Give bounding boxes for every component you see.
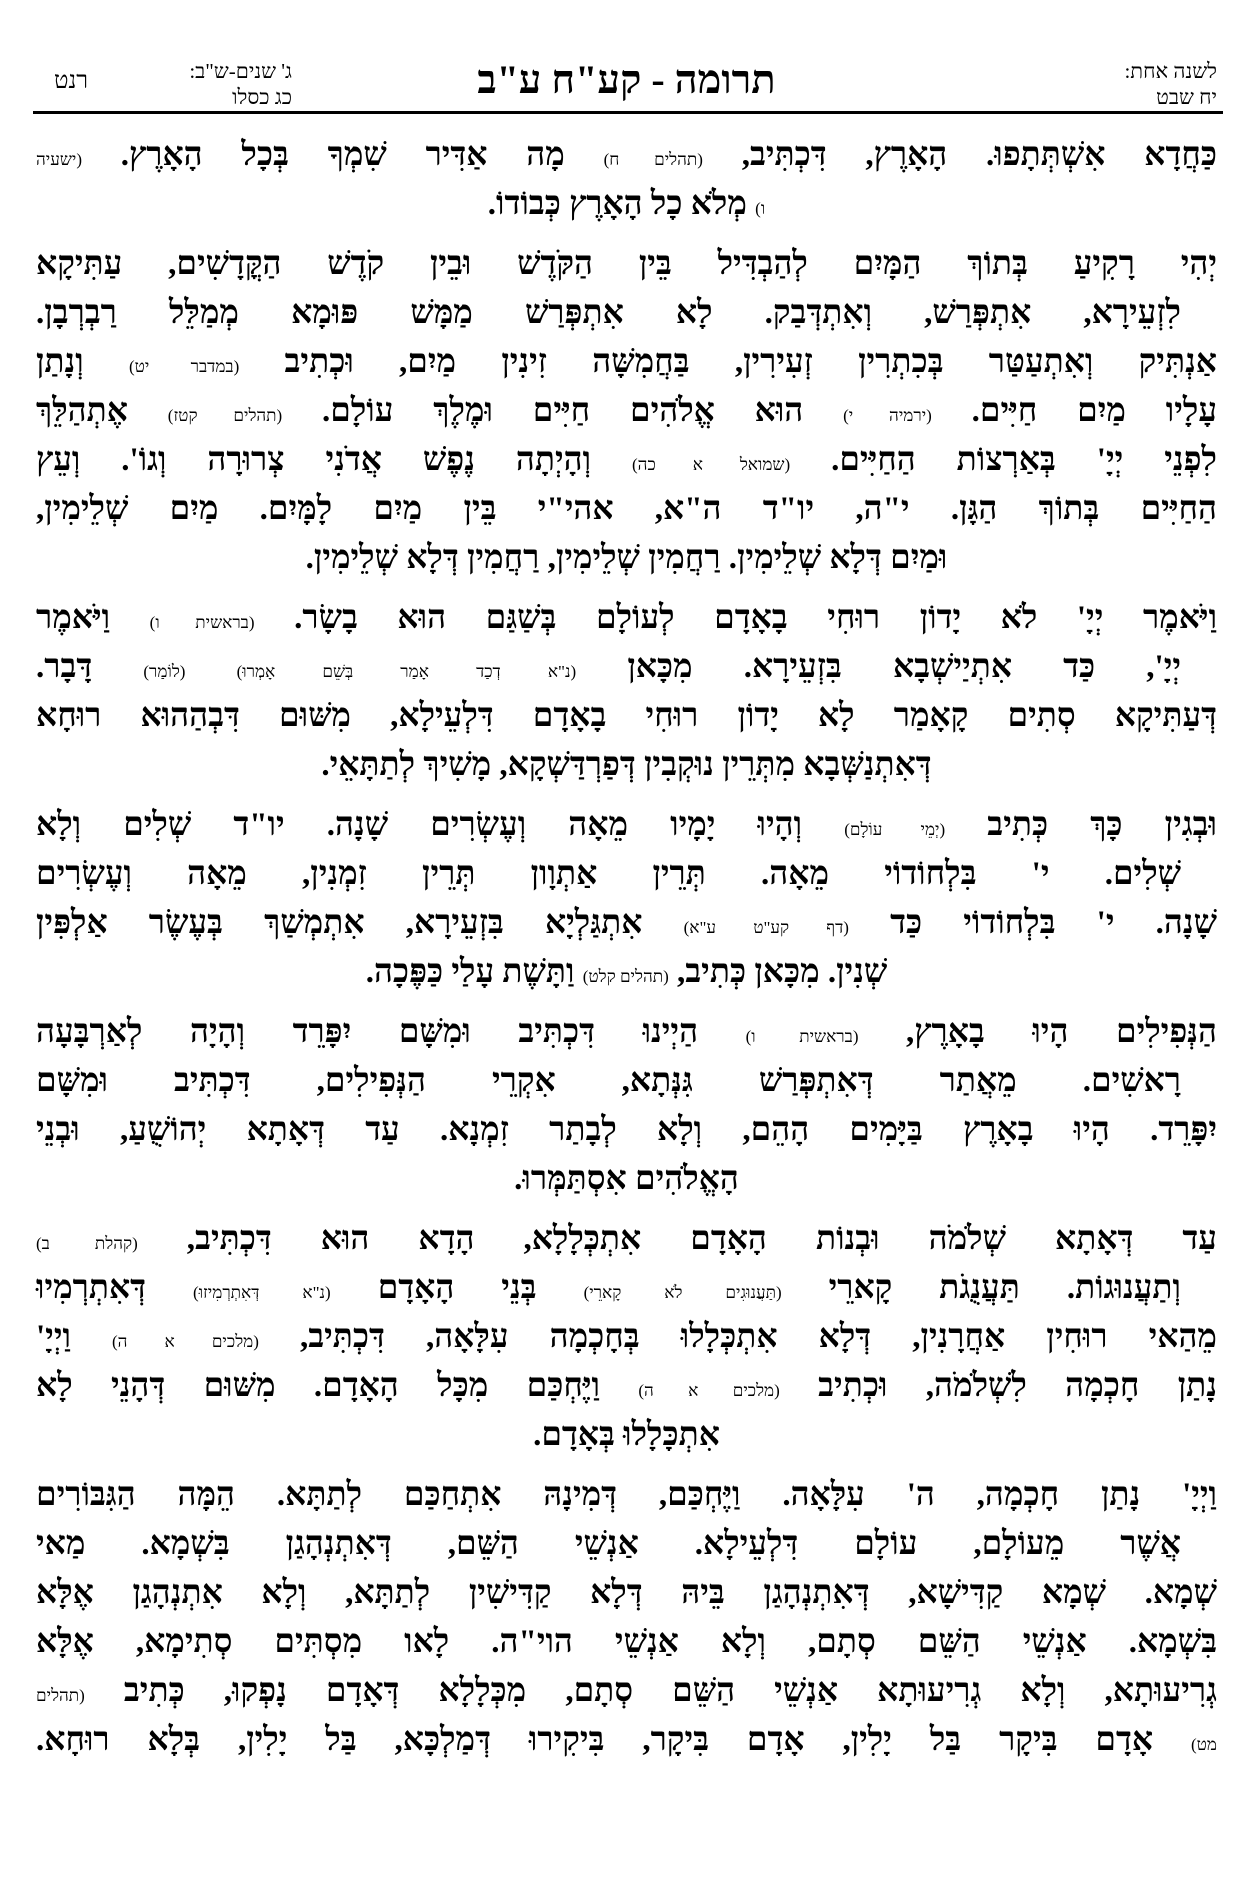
text-line (36, 1471, 1217, 1520)
paragraph (36, 801, 1217, 997)
passage-text: אֶתְהַלֵּךְ (36, 393, 168, 429)
passage-text: דְּאִתְנַשְּׁבָא מִתְּרֵין נוּקְבִין דְּפַרְדַּשְׁקָא, מָשִׁיךְ לְתַתָּאֵי. (321, 747, 932, 783)
passage-text: הַנְּפִילִים הָיוּ בָאָרֶץ, (858, 1014, 1217, 1050)
text-line (36, 1362, 1217, 1411)
passage-text: וַתָּשֶׁת עָלַי כַּפֶּכָה. (365, 954, 583, 990)
text-line (36, 1008, 1217, 1057)
passage-text: וְנָתַן (36, 344, 129, 380)
text-line (36, 1569, 1217, 1618)
source-reference: (ישעיה (36, 150, 83, 169)
passage-text: גְרִיעוּתָא, וְלָא גְרִיעוּתָא אַנְשֵׁי הַשֵּׁם סְתָם, מִכְּלָלָא דְּאָדָם נָפְקוּ, כְּתִיב (84, 1673, 1217, 1709)
text-line (36, 1520, 1217, 1569)
source-reference: (ירמיה י) (843, 406, 932, 425)
passage-text: הַחַיִּים בְּתוֹךְ הַגָּן. י"ה, יו"ד ה"א, אהי"י בֵּין מַיִם לָמָּיִם. מַיִם שְׁלֵימִין, (36, 491, 1217, 527)
text-line (36, 436, 1217, 485)
source-reference: (מלכים א ה) (112, 1332, 259, 1351)
passage-text: וּמַיִם דְּלָא שְׁלֵימִין. רַחֲמִין שְׁלֵימִין, רַחֲמִין דְּלָא שְׁלֵימִין. (305, 540, 948, 576)
source-reference: (תהלים ח) (603, 150, 703, 169)
header-right-block (1124, 58, 1217, 110)
text-line (36, 387, 1217, 436)
text-line (36, 534, 1217, 583)
passage-text: שְׁלִים. י' בִּלְחוֹדוֹי מֵאָה. תְּרֵין אַתְוָון תְּרֵין זִמְנִין, מֵאָה וְעֶשְׂרִים (36, 856, 1181, 892)
text-line (36, 1313, 1217, 1362)
text-line (36, 1155, 1217, 1204)
passage-text: וַיְיָ' נָתַן חָכְמָה, ה' עִלָּאָה. וַיֶּחְכַּם, דְּמִינָהּ אִתְחַכַּם לְתַתָּא. הֵמָּה הַגִּבּוֹרִים (36, 1477, 1217, 1513)
passage-text: דְּאִתְרְמִיוּ (36, 1270, 194, 1306)
page-number: רנט (54, 68, 89, 94)
passage-text: וְהָיְתָה נֶפֶשׁ אֲדֹנִי צְרוּרָה וְגוֹ'. וְעֵץ (36, 442, 632, 478)
passage-text: וַיְיָ' (36, 1319, 113, 1355)
text-line (36, 1716, 1217, 1765)
text-line (36, 485, 1217, 534)
passage-text: שְׁנִין. מִכָּאן כְּתִיב, (668, 954, 888, 990)
passage-text: מָה אַדִּיר שִׁמְךָ בְּכָל הָאָרֶץ. (82, 137, 604, 173)
passage-text: וַיֶּחְכַּם מִכָּל הָאָדָם. מִשּׁוּם דְּהָנֵי לָא (36, 1368, 639, 1404)
passage-text: הַיְינוּ דִּכְתִּיב וּמִשָּׁם יִפָּרֵד וְהָיָה לְאַרְבָּעָה (36, 1014, 746, 1050)
source-reference: (קהלת ב) (36, 1234, 138, 1253)
passage-text: אָדָם בִּיקָר בַּל יָלִין, אָדָם בִּיקָר, בִּיקִירוּ דְּמַלְכָּא, בַּל יָלִין, בְּלָא רוּחָא. (36, 1722, 1191, 1758)
passage-text: הוּא אֱלֹהִים חַיִּים וּמֶלֶךְ עוֹלָם. (282, 393, 844, 429)
passage-text: אִתְכָּלָלוּ בְּאָדָם. (533, 1417, 720, 1453)
source-reference: (שמואל א כה) (632, 455, 791, 474)
text-line (36, 850, 1217, 899)
paragraph (36, 594, 1217, 790)
source-reference: (דף קע"ט ע"א) (683, 918, 849, 937)
passage-text: אֲשֶׁר מֵעוֹלָם, עוֹלָם דִּלְעֵילָא. אַנְשֵׁי הַשֵּׁם, דְּאִתְנְהָגַן בִּשְׁמָא. מַאי (36, 1526, 1181, 1562)
source-reference: (לוֹמַר) (143, 662, 186, 681)
source-reference: (בראשית ו) (149, 613, 255, 632)
study-schedule-three-years: ג' שנים-ש"ב: (189, 59, 292, 83)
page-title: תרומה - קע"ח ע"ב (477, 57, 776, 102)
text-line (36, 1215, 1217, 1264)
passage-text: דָּבָר. (36, 649, 144, 685)
passage-text: שְׁמָא. שְׁמָא קַדִּישָׁא, דְּאִתְנְהָגַן בֵּיהּ דְּלָא קַדִּישִׁין לְתַתָּא, וְלָא אִתְנְהָגַן אֶלָּא (36, 1575, 1217, 1611)
passage-text: בְּנֵי הָאָדָם (330, 1270, 584, 1306)
source-reference: (מלכים א ה) (638, 1381, 780, 1400)
text-line (36, 1667, 1217, 1716)
source-reference: (בראשית ו) (745, 1027, 859, 1046)
passage-text: יְיָ', כַּד אִתְיַישְׁבָא בִּזְעֵירָא. מִכָּאן (576, 649, 1181, 685)
text-line (36, 1411, 1217, 1460)
study-date-one-year: יח שבט (1156, 85, 1217, 109)
passage-text: הָאֱלֹהִים אִסְתַּמְּרוּ. (514, 1161, 739, 1197)
main-text (36, 131, 1217, 1776)
text-line (36, 594, 1217, 643)
text-line (36, 948, 1217, 997)
source-reference: (במדבר יט) (128, 357, 240, 376)
passage-text: נָתַן חָכְמָה לִשְׁלֹמֹה, וּכְתִיב (779, 1368, 1217, 1404)
text-line (36, 289, 1217, 338)
source-reference: מט) (1190, 1735, 1217, 1754)
passage-text: וְהָיוּ יָמָיו מֵאָה וְעֶשְׂרִים שָׁנָה. יו"ד שְׁלִים וְלָא (36, 807, 845, 843)
passage-text: מֵהַאי רוּחִין אַחֲרָנִין, דְּלָא אִתְכְּלָלוּ בְּחָכְמָה עִלָּאָה, דִּכְתִּיב, (258, 1319, 1217, 1355)
text-line (36, 741, 1217, 790)
passage-text: יְהִי רָקִיעַ בְּתוֹךְ הַמָּיִם לְהַבְדִּיל בֵּין הַקֹּדֶשׁ וּבֵין קֹדֶשׁ הַקֳּדָשִׁים, עַתִּיקָא (36, 246, 1217, 282)
text-line (36, 1264, 1217, 1313)
passage-text: עַד דְּאָתָא שְׁלֹמֹה וּבְנוֹת הָאָדָם אִתְכְּלָלָא, הָדָא הוּא דִּכְתִּיב, (137, 1221, 1217, 1257)
passage-text: עָלָיו מַיִם חַיִּים. (931, 393, 1217, 429)
passage-text: אַנְתִּיק וְאִתְעַטַּר בְּכִתְרִין זְעִירִין, בַּחֲמִשָּׁה זִינִין מַיִם, וּכְתִיב (239, 344, 1217, 380)
passage-text: וּבְגִין כָּךְ כְּתִיב (945, 807, 1217, 843)
source-reference: (נ"א דְּאִתְרְמִיזוּ) (193, 1283, 331, 1302)
passage-text: לִזְעֵירָא, אִתְפְּרַשׁ, וְאִתְדְּבַק. לָא אִתְפְּרַשׁ מַמָּשׁ פּוּמָא מְמַלֵּל רַבְרְבָן. (36, 295, 1181, 331)
text-line (36, 801, 1217, 850)
header-divider (33, 111, 1223, 114)
source-reference: (תהלים קלט) (582, 967, 669, 986)
paragraph (36, 1471, 1217, 1765)
text-line (36, 1106, 1217, 1155)
passage-text: בִּשְׁמָא. אַנְשֵׁי הַשֵּׁם סְתָם, וְלָא אַנְשֵׁי הוי"ה. לָאו מִסְתִּים סְתִימָא, אֶלָּא (36, 1624, 1217, 1660)
text-line (36, 1618, 1217, 1667)
study-date-three-years: כג כסלו (232, 85, 292, 109)
header-left-block (189, 58, 292, 110)
passage-text: כַּחֲדָא אִשְׁתְּתָפוּ. הָאָרֶץ, דִּכְתִּיב, (702, 137, 1217, 173)
source-reference: (תהלים (36, 1686, 85, 1705)
passage-text: יִפָּרֵד. הָיוּ בָאָרֶץ בַּיָּמִים הָהֵם, וְלָא לְבָתַר זִמְנָא. עַד דְּאָתָא יְהוֹשֻׁעַ, וּבְנֵי (36, 1112, 1217, 1148)
paragraph (36, 1215, 1217, 1460)
text-line (36, 692, 1217, 741)
paragraph (36, 131, 1217, 229)
source-reference: (תהלים קטז) (167, 406, 283, 425)
text-line (36, 131, 1217, 180)
paragraph (36, 240, 1217, 583)
passage-text: וְתַעֲנוּגוֹת. תַּעֲנֻגֹת קָארֵי (781, 1270, 1181, 1306)
paragraph (36, 1008, 1217, 1204)
source-reference: ו) (755, 199, 766, 218)
passage-text: שָׁנָה. י' בִּלְחוֹדוֹי כַּד (848, 905, 1217, 941)
passage-text (185, 649, 236, 685)
source-reference: (נ"א דְכַד אָמַר בְּשֵׁם אָמְרוּ) (236, 662, 577, 681)
passage-text: לִפְנֵי יְיָ' בְּאַרְצוֹת הַחַיִּים. (790, 442, 1217, 478)
source-reference: (יְמֵי עוֹלָם) (844, 820, 946, 839)
study-schedule-one-year: לשנה אחת: (1124, 59, 1217, 83)
passage-text: וַיֹּאמֶר יְיָ' לֹא יָדוֹן רוּחִי בָאָדָם לְעוֹלָם בְּשַׁגַּם הוּא בָשָׂר. (254, 600, 1218, 636)
passage-text: מְלֹא כָל הָאָרֶץ כְּבוֹדוֹ. (487, 186, 756, 222)
passage-text: אִתְגַּלְיָא בִּזְעֵירָא, אִתְמְשַׁךְ בְּעֶשֶׂר אַלְפִּין (36, 905, 684, 941)
text-line (36, 643, 1217, 692)
passage-text: רָאשִׁים. מֵאֲתַר דְּאִתְפְּרַשׁ גִּנְּתָא, אִקְרֵי הַנְּפִילִים, דִּכְתִּיב וּמִשָּׁם (36, 1063, 1181, 1099)
text-line (36, 899, 1217, 948)
text-line (36, 180, 1217, 229)
text-line (36, 240, 1217, 289)
passage-text: דְּעַתִּיקָא סְתִים קָאָמַר לָא יָדוֹן רוּחִי בָאָדָם דִּלְעֵילָא, מִשּׁוּם דִּבְהַהוּא רוּחָא (36, 698, 1217, 734)
text-line (36, 338, 1217, 387)
passage-text: וַיֹּאמֶר (36, 600, 150, 636)
text-line (36, 1057, 1217, 1106)
source-reference: (תַּעֲנוּגִים לֹא קָארֵי) (583, 1283, 782, 1302)
